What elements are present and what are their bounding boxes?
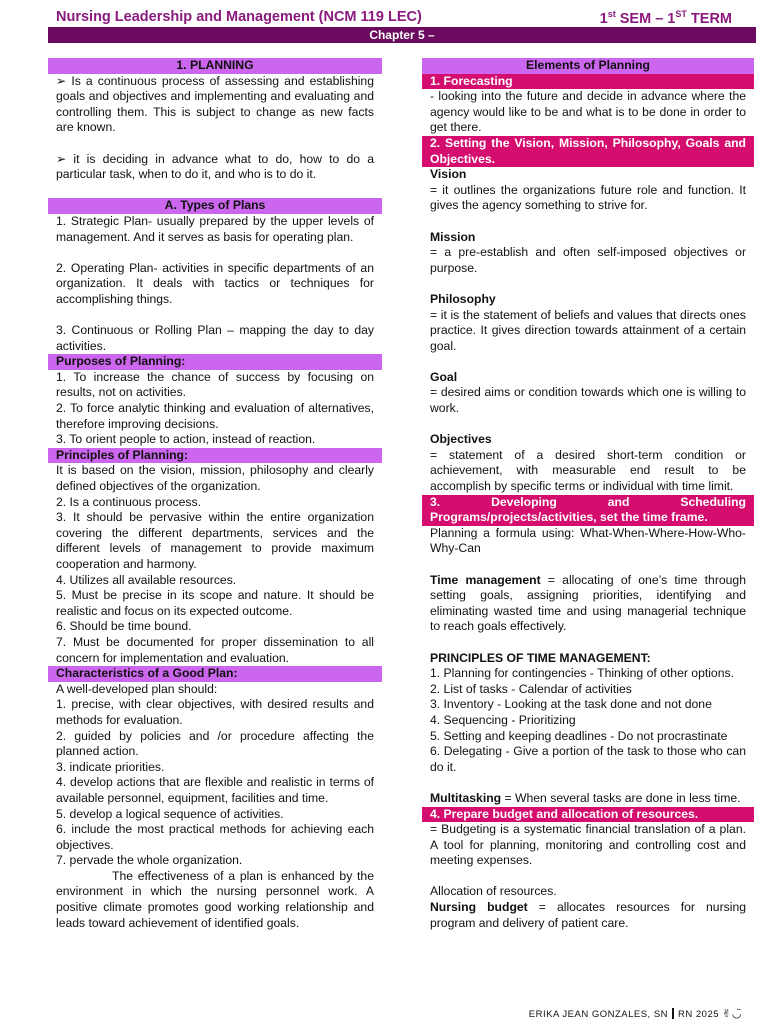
page-footer bbox=[529, 1007, 742, 1020]
planning-definition-2: ➢ it is deciding in advance what to do, how to do a particular task, when to do it, and who is to do it. bbox=[56, 151, 374, 182]
principle-item: 5. Must be precise in its scope and nature. It should be realistic and focus on its expected outcome. bbox=[56, 588, 374, 618]
purposes-heading: Purposes of Planning: bbox=[48, 354, 382, 370]
characteristic-item: 5. develop a logical sequence of activities. bbox=[56, 806, 284, 821]
principle-item: 3. It should be pervasive within the entire organization covering the different departments, services and the different levels of management to provide maximum cooperation and harmony. bbox=[56, 510, 374, 571]
strategic-plan: 1. Strategic Plan- usually prepared by the upper levels of management. And it serves as basis for operating plan. bbox=[56, 213, 374, 244]
multitasking-label: Multitasking bbox=[430, 790, 502, 805]
operating-plan: 2. Operating Plan- activities in specific departments of an organization. It deals with tactics or techniques for accomplishing things. bbox=[56, 260, 374, 306]
ptm-item: 4. Sequencing - Prioritizing bbox=[430, 712, 576, 727]
right-column bbox=[422, 58, 754, 931]
philosophy-text: = it is the statement of beliefs and values that directs ones practice. It gives direction towards attainment of a certain goal. bbox=[430, 307, 746, 353]
term-label: TERM bbox=[686, 10, 732, 27]
principle-item: 6. Should be time bound. bbox=[56, 619, 192, 634]
scheduling-heading: 3. Developing and Scheduling Programs/projects/activities, set the time frame. bbox=[422, 495, 754, 526]
ptm-item: 6. Delegating - Give a portion of the task to those who can do it. bbox=[430, 744, 746, 774]
vision-mission-heading: 2. Setting the Vision, Mission, Philosophy, Goals and Objectives. bbox=[422, 136, 754, 167]
smile-icon: ✌︎◡̈ bbox=[722, 1008, 742, 1020]
ptm-item: 3. Inventory - Looking at the task done and not done bbox=[430, 697, 712, 712]
nursing-budget-label: Nursing budget bbox=[430, 900, 528, 915]
budget-heading: 4. Prepare budget and allocation of resources. bbox=[422, 807, 754, 823]
course-title: Nursing Leadership and Management (NCM 119 LEC) bbox=[56, 9, 422, 25]
purpose-item: 1. To increase the chance of success by focusing on results, not on activities. bbox=[56, 369, 374, 400]
page-header bbox=[56, 9, 732, 27]
author-name: ERIKA JEAN GONZALES, SN bbox=[528, 1009, 669, 1020]
ptm-item: 1. Planning for contingencies - Thinking of other options. bbox=[430, 666, 734, 681]
ptm-heading: PRINCIPLES OF TIME MANAGEMENT: bbox=[430, 650, 651, 665]
multitasking bbox=[422, 791, 754, 807]
principle-item: 2. Is a continuous process. bbox=[56, 494, 201, 509]
purpose-item: 2. To force analytic thinking and evaluation of alternatives, therefore improving decisions. bbox=[56, 401, 374, 431]
purpose-item: 3. To orient people to action, instead of reaction. bbox=[56, 432, 316, 447]
characteristic-item: A well-developed plan should: bbox=[56, 681, 218, 696]
characteristic-item: 6. include the most practical methods for achieving each objectives. bbox=[56, 822, 374, 852]
time-management-label: Time management bbox=[430, 572, 541, 587]
forecasting-heading: 1. Forecasting bbox=[422, 74, 754, 90]
forecasting-text: - looking into the future and decide in advance where the agency would like to be and what is to be done in order to get there. bbox=[430, 89, 746, 135]
semester-term bbox=[600, 9, 732, 27]
chapter-bar: Chapter 5 – bbox=[48, 27, 756, 43]
allocation-text: Allocation of resources. bbox=[430, 884, 557, 899]
sem-number: 1 bbox=[599, 10, 608, 27]
rn-year: RN 2025 bbox=[678, 1009, 720, 1020]
time-management-text: = allocating of one’s time through setting goals, assigning priorities, identifying and eliminating wasted time and using managerial technique to reach goals effectively. bbox=[430, 572, 746, 634]
characteristics-heading: Characteristics of a Good Plan: bbox=[48, 666, 382, 682]
sem-suffix: st bbox=[607, 9, 616, 19]
vision-text: = it outlines the organizations future role and function. It gives the agency something to strive for. bbox=[430, 182, 746, 213]
planning-definition-1: ➢ Is a continuous process of assessing and establishing goals and objectives and implementing and evaluating and controlling them. This is subject to change as new facts are known. bbox=[56, 73, 374, 135]
rolling-plan: 3. Continuous or Rolling Plan – mapping the day to day activities. bbox=[56, 323, 374, 353]
budget-text: = Budgeting is a systematic financial translation of a plan. A tool for planning, monitoring and controlling cost and meeting expenses. bbox=[430, 822, 746, 868]
objectives-label: Objectives bbox=[430, 432, 492, 447]
goal-text: = desired aims or condition towards which one is willing to work. bbox=[430, 385, 746, 416]
sem-mid: SEM – 1 bbox=[615, 10, 676, 27]
term-suffix: ST bbox=[675, 9, 687, 19]
scheduling-text: Planning a formula using: What-When-Where-How-Who-Why-Can bbox=[430, 525, 746, 556]
ptm-item: 2. List of tasks - Calendar of activities bbox=[430, 681, 632, 696]
principle-item: 4. Utilizes all available resources. bbox=[56, 572, 237, 587]
mission-label: Mission bbox=[430, 229, 476, 244]
principle-item: 7. Must be documented for proper dissemination to all concern for implementation and evaluation. bbox=[56, 634, 374, 665]
philosophy-label: Philosophy bbox=[430, 291, 496, 306]
elements-heading: Elements of Planning bbox=[422, 58, 754, 74]
goal-label: Goal bbox=[430, 369, 458, 384]
time-management bbox=[422, 573, 754, 635]
nursing-budget bbox=[422, 900, 754, 931]
principle-item: It is based on the vision, mission, philosophy and clearly defined objectives of the organization. bbox=[56, 463, 374, 494]
left-column bbox=[48, 58, 382, 931]
principles-heading: Principles of Planning: bbox=[48, 448, 382, 464]
footer-divider bbox=[672, 1008, 674, 1019]
ptm-item: 5. Setting and keeping deadlines - Do not procrastinate bbox=[430, 728, 728, 743]
multitasking-text: = When several tasks are done in less time. bbox=[501, 790, 741, 805]
characteristic-item: 3. indicate priorities. bbox=[56, 759, 165, 774]
types-of-plans-heading: A. Types of Plans bbox=[48, 198, 382, 214]
characteristic-item: 4. develop actions that are flexible and realistic in terms of available personnel, equipment, facilities and time. bbox=[56, 775, 374, 805]
vision-label: Vision bbox=[430, 167, 467, 182]
characteristic-item: 1. precise, with clear objectives, with desired results and methods for evaluation. bbox=[56, 697, 374, 727]
characteristic-item: 7. pervade the whole organization. bbox=[56, 853, 243, 868]
mission-text: = a pre-establish and often self-imposed objectives or purpose. bbox=[430, 245, 746, 275]
nursing-budget-text: = allocates resources for nursing program and delivery of patient care. bbox=[430, 900, 747, 930]
objectives-text: = statement of a desired short-term condition or achievement, with measurable end result to be accomplish by specific terms or individual with time limit. bbox=[430, 447, 746, 494]
characteristic-item: 2. guided by policies and /or procedure affecting the planned action. bbox=[56, 728, 374, 759]
closing-paragraph: The effectiveness of a plan is enhanced by the environment in which the nursing personnel work. A positive climate promotes good working relationship and leads toward achievement of identified goals. bbox=[56, 868, 374, 930]
planning-heading: 1. PLANNING bbox=[48, 58, 382, 74]
